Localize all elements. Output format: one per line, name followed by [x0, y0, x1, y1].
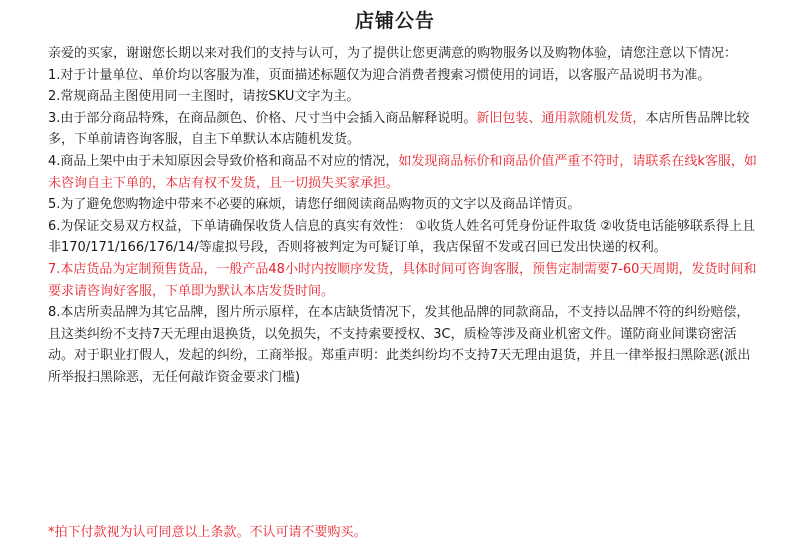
- notice-item: [48, 194, 758, 216]
- notice-item: [48, 259, 758, 302]
- notice-item: [48, 151, 758, 194]
- notice-item: [48, 302, 758, 388]
- notice-highlight-text: 如发现商品标价和商品价值严重不符时，请联系在线k客服，如未咨询自主下单的，本店有权不发货，且一切损失买家承担。: [48, 153, 757, 191]
- notice-item: [48, 216, 758, 259]
- notice-text: 6.为保证交易双方权益，下单请确保收货人信息的真实有效性： ①收货人姓名可凭身份证件取货 ②收货电话能够联系得上且非170/171/166/176/14/等虚拟号段，否则将被判定为可疑订单，我店保留不发或召回已发出快递的权利。: [48, 218, 755, 256]
- notice-text: 2.常规商品主图使用同一主图时，请按SKU文字为主。: [48, 89, 360, 105]
- notice-text: 8.本店所卖品牌为其它品牌，图片所示原样，在本店缺货情况下，发其他品牌的同款商品，不支持以品牌不符的纠纷赔偿，且这类纠纷不支持7天无理由退换货，以免损失，不支持索要授权、3C，质检等涉及商业机密文件。谨防商业间谍窃密活动。对于职业打假人，发起的纠纷，工商举报。郑重声明：此类纠纷均不支持7天无理由退货，并且一律举报扫黑除恶(派出所举报扫黑除恶，无任何敲诈资金要求门槛): [48, 305, 751, 385]
- notice-item: [48, 65, 758, 87]
- greeting-paragraph: 亲爱的买家，谢谢您长期以来对我们的支持与认可，为了提供让您更满意的购物服务以及购物体验，请您注意以下情况：: [48, 46, 738, 61]
- notice-highlight-text: 新旧包装、通用款随机发货，: [476, 110, 646, 126]
- notice-list: [48, 65, 758, 389]
- notice-text: 4.商品上架中由于未知原因会导致价格和商品不对应的情况，: [48, 153, 399, 169]
- page-title: 店铺公告: [354, 10, 435, 32]
- notice-text: 5.为了避免您购物途中带来不必要的麻烦，请您仔细阅读商品购物页的文字以及商品详情页。: [48, 197, 581, 213]
- notice-item: [48, 86, 758, 108]
- notice-text: 本店所售品牌比较多，下单前请咨询客服，自主下单默认本店随机发货。: [48, 110, 750, 148]
- notice-item: [48, 108, 758, 151]
- footnote: *拍下付款视为认可同意以上条款。不认可请不要购买。: [48, 525, 367, 540]
- notice-text: 3.由于部分商品特殊，在商品颜色、价格、尺寸当中会插入商品解释说明。: [48, 110, 477, 126]
- notice-text: 1.对于计量单位、单价均以客服为准，页面描述标题仅为迎合消费者搜索习惯使用的词语，以客服产品说明书为准。: [48, 67, 711, 83]
- announcement-body: [48, 43, 758, 389]
- notice-highlight-text: 7.本店货品为定制预售货品，一般产品48小时内按顺序发货，具体时间可咨询客服，预售定制需要7-60天周期，发货时间和要求请咨询好客服，下单即为默认本店发货时间。: [48, 261, 757, 299]
